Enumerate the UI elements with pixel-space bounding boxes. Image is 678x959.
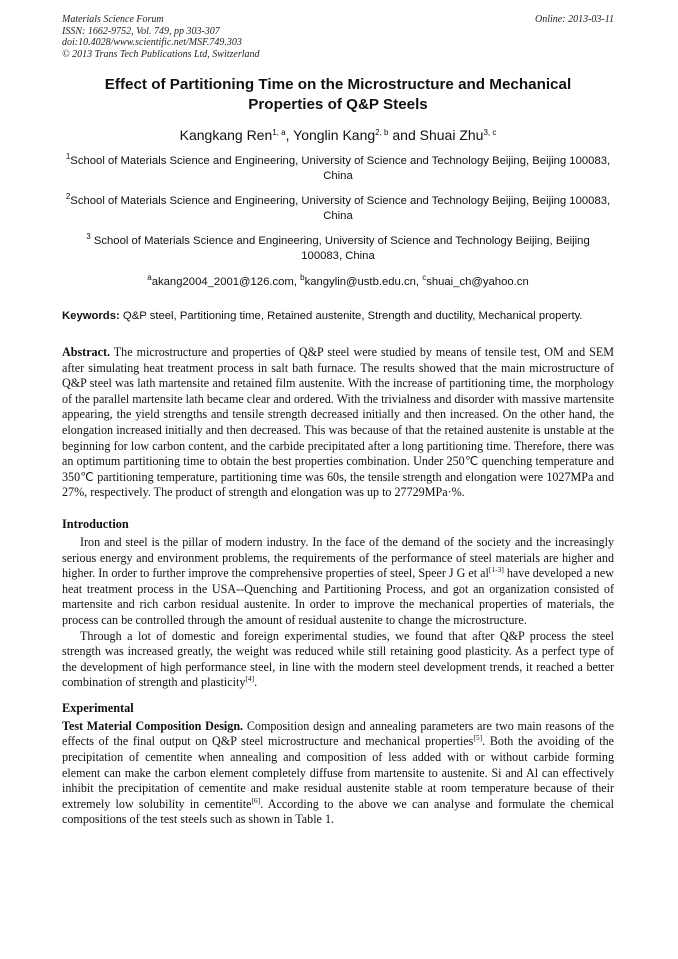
doi-line: doi:10.4028/www.scientific.net/MSF.749.303: [62, 37, 242, 48]
affiliation-text: School of Materials Science and Engineering, University of Science and Technology Beijing, Beijing 100083, China: [90, 235, 590, 262]
affiliation-text: School of Materials Science and Engineering, University of Science and Technology Beijing, Beijing 100083, China: [70, 155, 611, 182]
author-name: Shuai Zhu: [419, 127, 484, 143]
keywords-label: Keywords:: [62, 310, 120, 322]
copyright-line: © 2013 Trans Tech Publications Ltd, Switzerland: [62, 48, 260, 60]
paragraph-text: Iron and steel is the pillar of modern industry. In the face of the demand of the society and the increasingly serious energy and environment problems, the requirements of the performance of steel materials are higher and higher. In order to further improve the comprehensive properties of steel, Speer J G et al: [62, 534, 614, 581]
keywords-text: Q&P steel, Partitioning time, Retained austenite, Strength and ductility, Mechanical property.: [122, 310, 583, 322]
author-sup: 3, c: [483, 128, 497, 137]
experimental-heading: Experimental: [62, 700, 134, 715]
abstract: [62, 345, 614, 501]
paragraph-text: .: [254, 675, 258, 690]
affiliation-text: School of Materials Science and Engineering, University of Science and Technology Beijing, Beijing 100083, China: [70, 195, 611, 222]
author-sup: 1, a: [272, 128, 286, 137]
email-address[interactable]: akang2004_2001@126.com: [151, 276, 294, 288]
paragraph-text: Through a lot of domestic and foreign experimental studies, we found that after Q&P process the steel strength was increased greatly, the weight was reduced while still retaining good plasticity. As a perfect type of the development of high performance steel, in line with the modern steel development trends, it reached a better combination of strength and plasticity: [62, 628, 614, 690]
author-name: Kangkang Ren: [179, 127, 273, 143]
reference-citation: [1-3]: [488, 565, 504, 575]
email-sup: c: [422, 273, 427, 282]
title-line-2: Properties of Q&P Steels: [248, 96, 428, 113]
affiliation: [62, 229, 614, 264]
author-sup: 2, b: [375, 128, 389, 137]
paragraph-text: Composition design and annealing parameters are two main reasons of the effects of the final output on Q&P steel microstructure and mechanical properties: [62, 718, 614, 749]
introduction-paragraph-2: [62, 629, 614, 691]
email-sup: b: [300, 273, 305, 282]
email-sup: a: [147, 273, 152, 282]
affiliation-sup: 2: [65, 192, 71, 201]
paragraph-text: . Both the avoiding of the precipitation of cementite when annealing and composition of less added with or without carbide forming element can make the carbon element completely diffuse from martensite to austenite. Si and Al can effectively inhibit the precipitation of cementite and make residual austenite stable at room temperature because of their extremely low solubility in cementite: [62, 734, 614, 811]
email-line: $^a$akang2004_2001@126.com, $^b$kangylin@ustb.edu.cn, $^c$shuai_ch@yahoo.cn: [147, 273, 529, 288]
introduction-heading: Introduction: [62, 516, 129, 531]
keywords: [62, 309, 614, 324]
affiliation-sup: 1: [65, 152, 71, 161]
issn-line: ISSN: 1662-9752, Vol. 749, pp 303-307: [62, 25, 220, 37]
subsection-heading: Test Material Composition Design.: [62, 718, 244, 733]
email-address[interactable]: kangylin@ustb.edu.cn: [304, 276, 416, 288]
abstract-label: Abstract.: [62, 345, 111, 359]
affiliation-sup: 3: [86, 232, 91, 241]
title-line-1: Effect of Partitioning Time on the Microstructure and Mechanical: [104, 76, 572, 93]
abstract-text: The microstructure and properties of Q&P steel were studied by means of tensile test, OM and SEM after simulating heat treatment process in salt bath furnace. The results showed that the main microstructure of Q&P steel was lath martensite and retained film austenite. With the increase of partitioning time, the morphology of the parallel martensite lath became clear and ordered. With the trivialness and disorder with massive martensite appearing, the yield strengths and tensile strength decreased initially and then increased. On the other hand, the elongation increased initially and then decreased. This was because of that the retained austenite is unstable at the beginning for low carbon content, and the carbide precipitated after a long partitioning time. Therefore, there was an optimum partitioning time to obtain the best properties combination. Under 250℃ quenching temperature and 350℃ partitioning temperature, partitioning time was 60s, the tensile strength and elongation were 1027MPa and 27%, respectively. The product of strength and elongation was up to 27729MPa·%.: [62, 345, 614, 500]
journal-header: [62, 14, 614, 60]
author-name: Yonglin Kang: [293, 127, 376, 143]
experimental-paragraph: [62, 719, 614, 828]
introduction-paragraph-1: [62, 535, 614, 629]
affiliation: [62, 189, 614, 224]
email-address[interactable]: shuai_ch@yahoo.cn: [426, 276, 529, 288]
reference-citation: [6]: [251, 795, 261, 805]
paper-title: [62, 75, 614, 115]
reference-citation: [5]: [473, 733, 483, 743]
author-list: Kangkang Ren$^{1, a}$, Yonglin Kang$^{2, b}$ and Shuai Zhu$^{3, c}$: [179, 127, 497, 143]
paragraph-text: . According to the above we can analyse and formulate the chemical compositions of the test steels such as shown in Table 1.: [62, 796, 614, 827]
online-date: Online: 2013-03-11: [535, 14, 614, 25]
journal-name: Materials Science Forum: [62, 14, 164, 25]
paper-page: [62, 14, 614, 828]
reference-citation: [4]: [245, 674, 255, 684]
paragraph-text: have developed a new heat treatment process in the USA--Quenching and Partitioning Process, and got an organization consisted of martensite and rich carbon residual austenite. In order to improve the mechanical properties of materials, the process can be controlled through the amount of residual austenite to change the microstructure.: [62, 566, 614, 627]
affiliation: [62, 149, 614, 184]
